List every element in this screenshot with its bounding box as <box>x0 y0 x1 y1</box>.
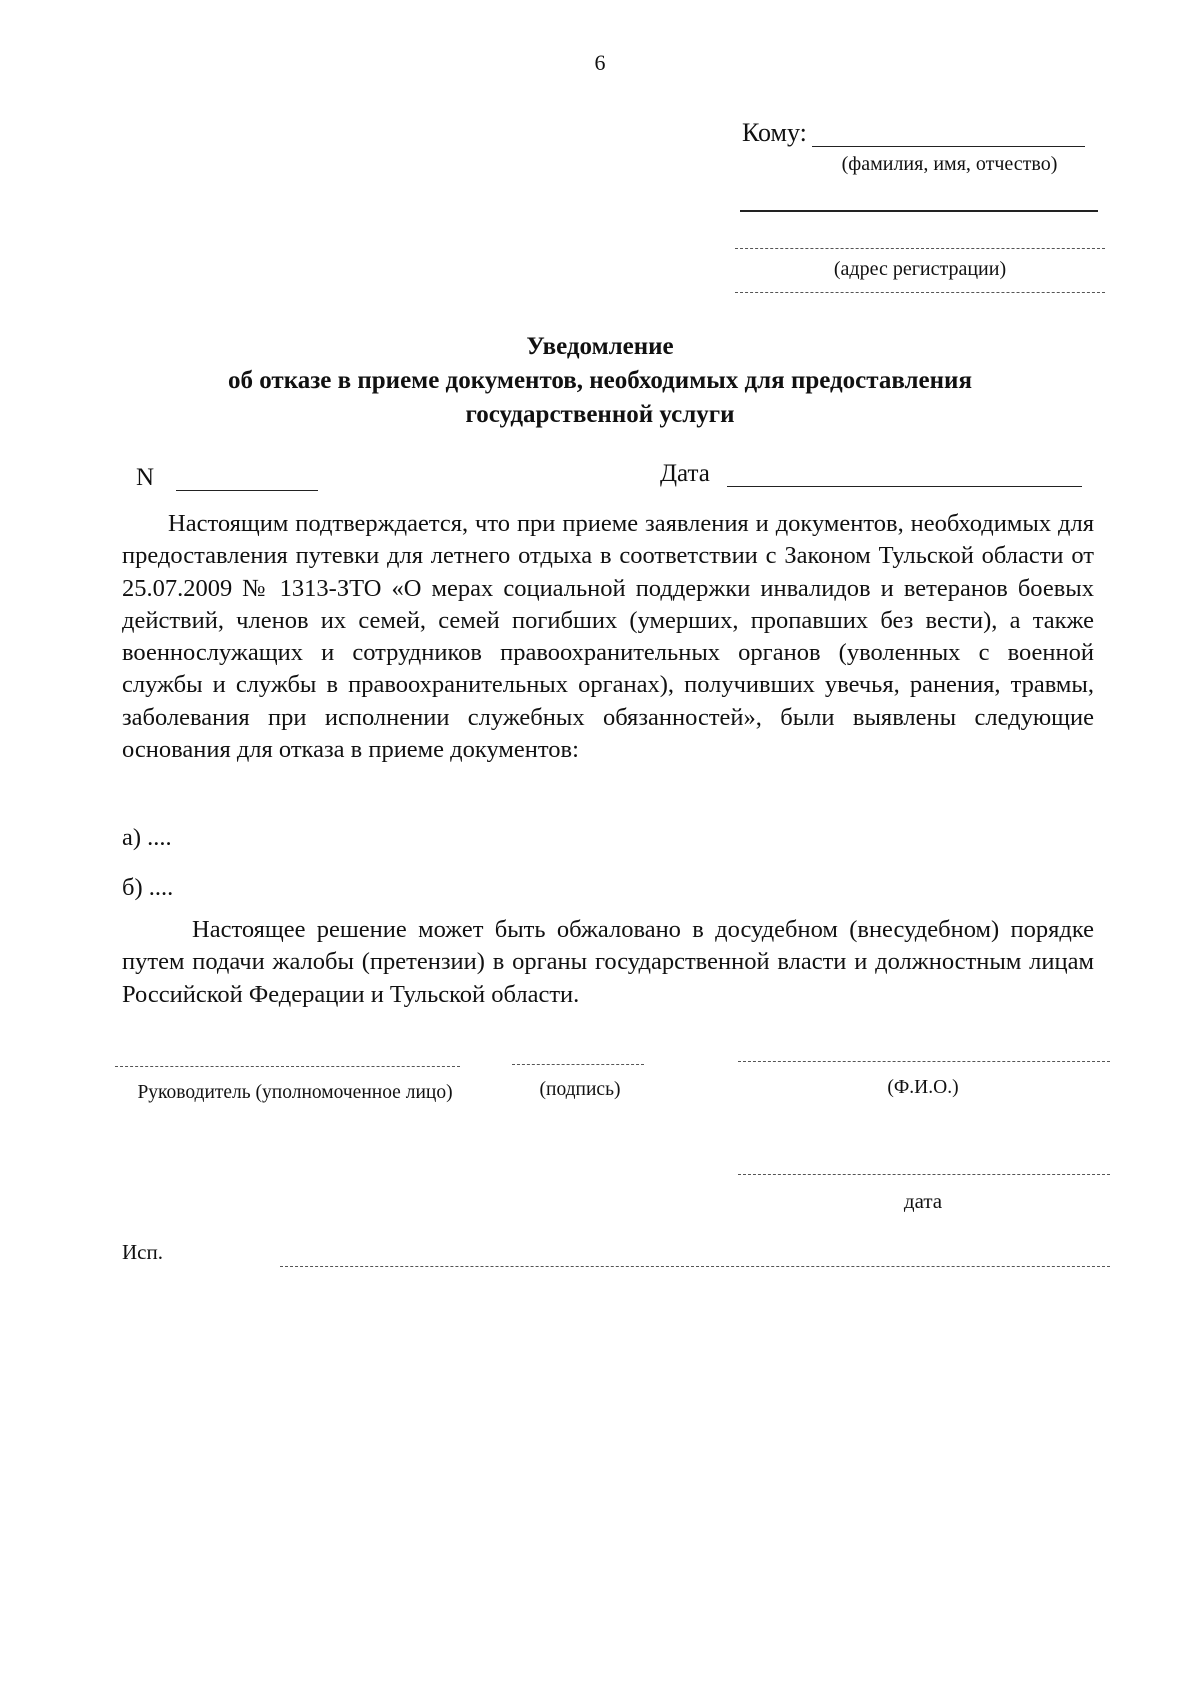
fio-line <box>738 1061 1110 1062</box>
date-signature-line <box>738 1174 1110 1175</box>
list-item: б) .... <box>122 874 174 901</box>
appeal-paragraph: Настоящее решение может быть обжаловано в досудебном (внесудебном) порядке путем подачи жалобы (претензии) в органы государственной власти и должностным лицам Российской Федерации и Тульской области. <box>122 916 1094 1008</box>
list-item: а) .... <box>122 824 172 851</box>
recipient-name-line <box>812 146 1085 147</box>
date-line <box>727 486 1082 487</box>
executor-label: Исп. <box>122 1240 163 1264</box>
executor-line <box>280 1266 1110 1267</box>
date-label: Дата <box>660 460 710 487</box>
number-label: N <box>136 464 155 491</box>
head-signature-line <box>115 1066 460 1067</box>
fio-label: (Ф.И.О.) <box>887 1077 959 1098</box>
recipient-address-line-2 <box>735 248 1105 249</box>
head-label: Руководитель (уполномоченное лицо) <box>137 1082 453 1103</box>
page-number: 6 <box>594 50 606 75</box>
recipient-address-line-3 <box>735 292 1105 293</box>
signature-line <box>512 1064 644 1065</box>
title-line-3: государственной услуги <box>465 401 735 428</box>
document-title <box>0 330 1200 432</box>
signature-label: (подпись) <box>539 1079 621 1100</box>
signature-date-label: дата <box>903 1189 943 1213</box>
recipient-address-line-1 <box>740 210 1098 212</box>
recipient-label: Кому: <box>742 118 807 147</box>
recipient-name-hint: (фамилия, имя, отчество) <box>841 153 1058 175</box>
body-paragraph: Настоящим подтверждается, что при приеме заявления и документов, необходимых для предоставления путевки для летнего отдыха в соответствии с Законом Тульской области от 25.07.2009 № 1313-ЗТО «О мерах социальной поддержки инвалидов и ветеранов боевых действий, членов их семей, семей погибших (умерших, пропавших без вести), а также военнослужащих и сотрудников правоохранительных органов (уволенных с военной службы и службы в правоохранительных органах), получивших увечья, ранения, травмы, заболевания при исполнении служебных обязанностей», были выявлены следующие основания для отказа в приеме документов: <box>122 510 1094 764</box>
recipient-address-hint: (адрес регистрации) <box>833 258 1007 280</box>
title-line-1: Уведомление <box>526 333 674 360</box>
title-line-2: об отказе в приеме документов, необходимых для предоставления <box>228 367 972 394</box>
number-line <box>176 490 318 491</box>
